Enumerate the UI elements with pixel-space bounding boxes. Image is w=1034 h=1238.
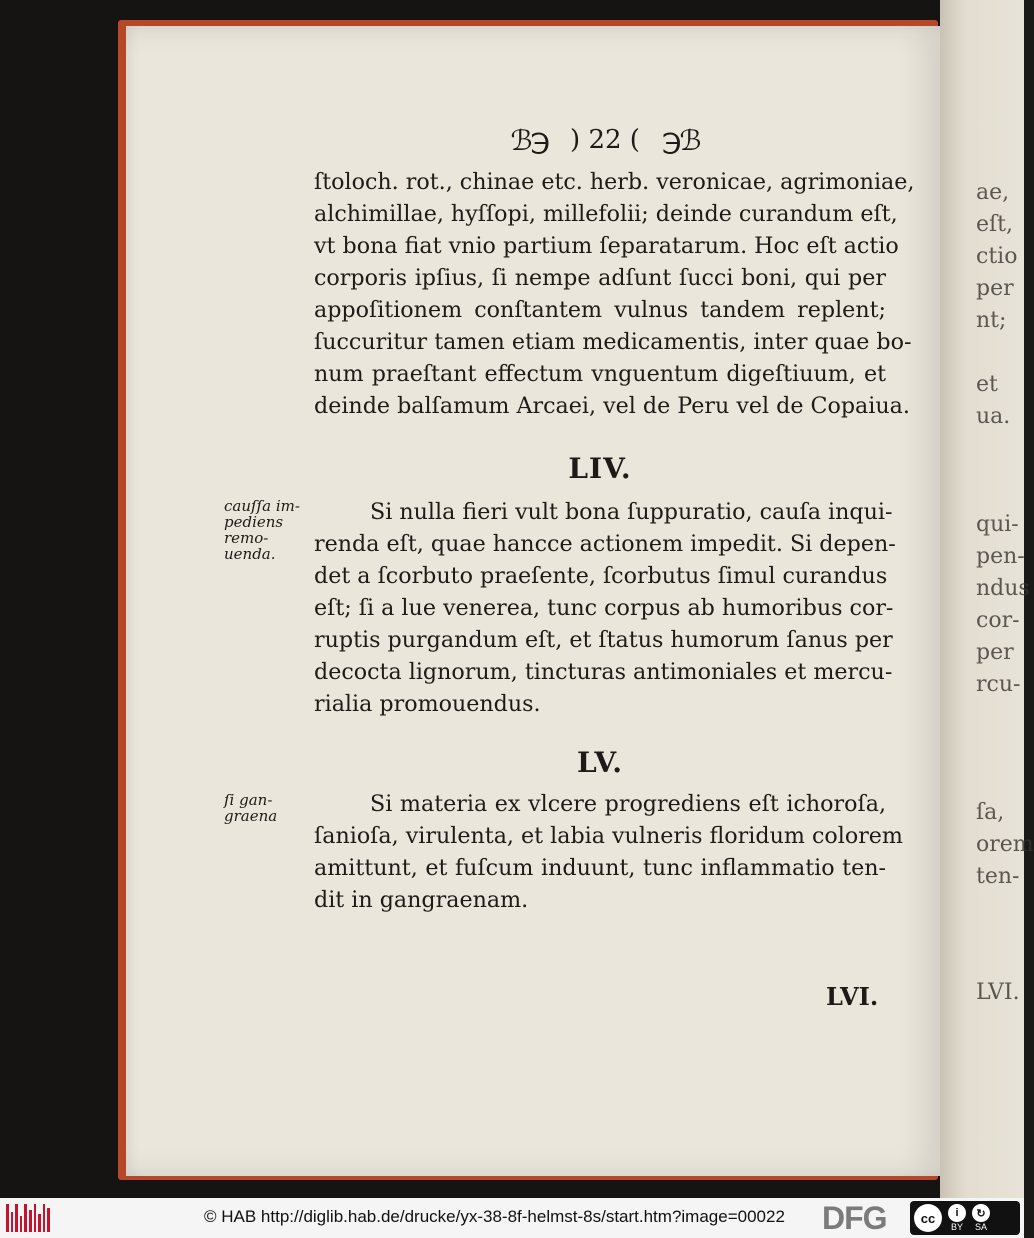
adjacent-page-edge: ae, eſt, ctio per nt; et ua. qui- pen- ndus cor- per rcu- ſa, orem ten- LVI. <box>940 0 1024 1198</box>
text-line: eſt; ſi a lue venerea, tunc corpus ab humoribus cor- <box>314 595 894 621</box>
margin-note-line: uenda. <box>224 545 276 563</box>
text-line: ſtoloch. rot., chinae etc. herb. veronicae, agrimoniae, <box>314 169 915 195</box>
section-heading-lv: LV. <box>577 746 623 779</box>
sa-icon: ↻ SA <box>972 1204 990 1232</box>
intro-paragraph <box>314 166 915 422</box>
section-heading-liv: LIV. <box>568 452 632 485</box>
by-label: BY <box>950 1222 963 1232</box>
text-line: det a ſcorbuto praeſente, ſcorbutus ſimul curandus <box>314 563 888 589</box>
text-line: ruptis purgandum eſt, et ſtatus humorum ſanus per <box>314 627 893 653</box>
text-line: Si materia ex vlcere progrediens eſt ichoroſa, <box>370 791 886 817</box>
attribution-link[interactable]: © HAB http://diglib.hab.de/drucke/yx-38-8f-helmst-8s/start.htm?image=00022 <box>204 1207 785 1226</box>
margin-note-line: remo- <box>224 529 269 547</box>
margin-note-line: pediens <box>224 513 284 531</box>
text-line: Si nulla fieri vult bona ſuppuratio, cauſa inqui- <box>370 499 893 525</box>
section-lv-paragraph <box>314 788 903 916</box>
text-line: amittunt, et fuſcum induunt, tunc inflammatio ten- <box>314 855 886 881</box>
text-line: vt bona fiat vnio partium ſeparatarum. Hoc eſt actio <box>314 233 899 259</box>
cc-icon: cc <box>914 1204 942 1232</box>
section-liv-paragraph <box>314 496 896 720</box>
catchword: LVI. <box>826 982 879 1011</box>
dfg-logo[interactable]: DFG <box>822 1200 887 1236</box>
text-line: ſanioſa, virulenta, et labia vulneris floridum colorem <box>314 823 903 849</box>
margin-note-line: graena <box>224 807 278 825</box>
text-line: dit in gangraenam. <box>314 887 529 913</box>
text-line: num praeſtant effectum vnguentum digeſtiuum, et <box>314 361 886 387</box>
margin-note-liv <box>224 498 314 562</box>
text-line: alchimillae, hyſſopi, millefolii; deinde curandum eſt, <box>314 201 898 227</box>
left-ornament: ℬ℈ <box>510 123 549 157</box>
hab-logo-icon[interactable] <box>6 1204 50 1232</box>
right-ornament: ℈ℬ <box>661 123 700 157</box>
viewer-footer <box>0 1198 1024 1238</box>
by-icon: i BY <box>948 1204 966 1232</box>
sa-label: SA <box>974 1222 987 1232</box>
text-line: appoſitionem conſtantem vulnus tandem replent; <box>314 297 886 323</box>
page-header <box>490 120 720 160</box>
text-line: deinde balſamum Arcaei, vel de Peru vel de Copaiua. <box>314 393 910 419</box>
margin-note-lv <box>224 792 314 824</box>
text-line: decocta lignorum, tincturas antimoniales et mercu- <box>314 659 893 685</box>
page-number: ) 22 ( <box>570 125 640 155</box>
text-line: corporis ipſius, ſi nempe adſunt ſucci boni, qui per <box>314 265 886 291</box>
text-line: renda eſt, quae hancce actionem impedit. Si depen- <box>314 531 896 557</box>
text-line: ſuccuritur tamen etiam medicamentis, inter quae bo- <box>314 329 912 355</box>
license-badge[interactable] <box>910 1201 1020 1235</box>
margin-note-line: ſi gan- <box>224 791 273 809</box>
text-line: rialia promouendus. <box>314 691 541 717</box>
margin-note-line: cauſſa im- <box>224 497 300 515</box>
